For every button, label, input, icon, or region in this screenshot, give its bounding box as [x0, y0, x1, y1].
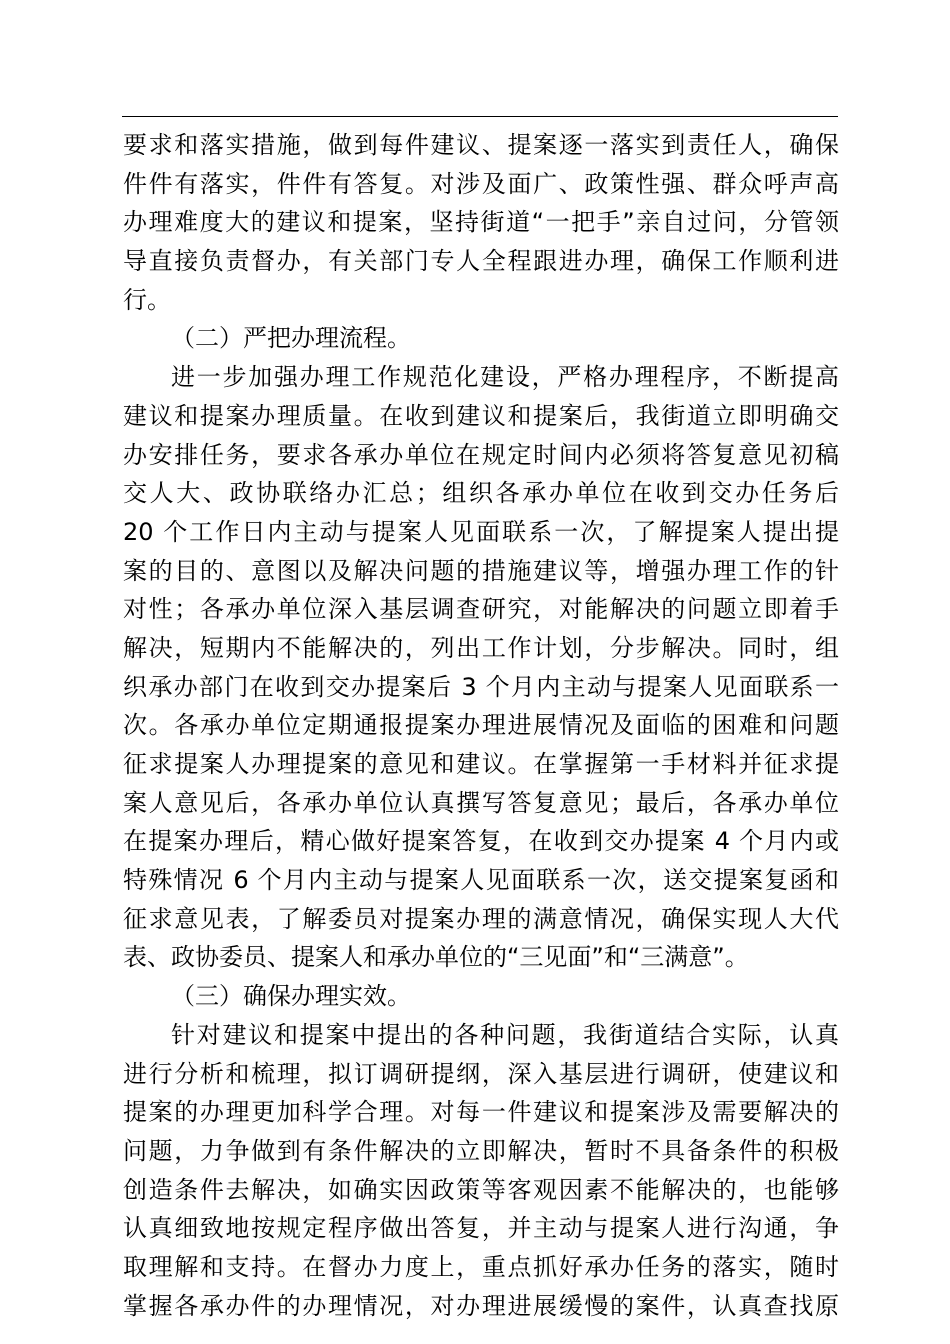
- text-line: 征求意见表，了解委员对提案办理的满意情况，确保实现人大代: [123, 904, 839, 933]
- text-line: 案人意见后，各承办单位认真撰写答复意见；最后，各承办单位: [123, 788, 839, 817]
- text-line: 创造条件去解决，如确实因政策等客观因素不能解决的，也能够: [123, 1175, 839, 1204]
- text-line: 办理难度大的建议和提案，坚持街道“一把手”亲自过问，分管领: [123, 208, 839, 237]
- text-line: 次。各承办单位定期通报提案办理进展情况及面临的困难和问题: [123, 711, 839, 740]
- text-line: 交人大、政协联络办汇总；组织各承办单位在收到交办任务后: [123, 479, 839, 508]
- header-rule: [122, 116, 838, 117]
- text-line: 针对建议和提案中提出的各种问题，我街道结合实际，认真: [171, 1020, 839, 1049]
- text-line: 要求和落实措施，做到每件建议、提案逐一落实到责任人，确保: [123, 131, 839, 159]
- text-line: 建议和提案办理质量。在收到建议和提案后，我街道立即明确交: [123, 401, 839, 430]
- text-line: 导直接负责督办，有关部门专人全程跟进办理，确保工作顺利进: [123, 247, 839, 276]
- text-line: 取理解和支持。在督办力度上，重点抓好承办任务的落实，随时: [123, 1252, 839, 1281]
- text-line: 办安排任务，要求各承办单位在规定时间内必须将答复意见初稿: [123, 440, 839, 469]
- text-line: 20 个工作日内主动与提案人见面联系一次，了解提案人提出提: [123, 517, 839, 546]
- text-line: 进一步加强办理工作规范化建设，严格办理程序，不断提高: [171, 363, 839, 392]
- text-line: 掌握各承办件的办理情况，对办理进展缓慢的案件，认真查找原: [123, 1291, 839, 1320]
- text-line: 案的目的、意图以及解决问题的措施建议等，增强办理工作的针: [123, 556, 839, 585]
- text-line: 解决，短期内不能解决的，列出工作计划，分步解决。同时，组: [123, 633, 839, 662]
- document-body: [123, 126, 839, 1325]
- text-line: （二）严把办理流程。: [171, 324, 411, 353]
- text-line: 特殊情况 6 个月内主动与提案人见面联系一次，送交提案复函和: [123, 866, 839, 895]
- text-line: 提案的办理更加科学合理。对每一件建议和提案涉及需要解决的: [123, 1098, 839, 1127]
- text-line: 问题，力争做到有条件解决的立即解决，暂时不具备条件的积极: [123, 1136, 839, 1165]
- text-line: 征求提案人办理提案的意见和建议。在掌握第一手材料并征求提: [123, 750, 839, 778]
- text-line: 织承办部门在收到交办提案后 3 个月内主动与提案人见面联系一: [123, 672, 839, 701]
- text-line: 表、政协委员、提案人和承办单位的“三见面”和“三满意”。: [123, 943, 749, 972]
- text-line: 件件有落实，件件有答复。对涉及面广、政策性强、群众呼声高: [123, 169, 839, 198]
- text-line: 认真细致地按规定程序做出答复，并主动与提案人进行沟通，争: [123, 1214, 839, 1243]
- text-line: 进行分析和梳理，拟订调研提纲，深入基层进行调研，使建议和: [123, 1059, 839, 1088]
- text-line: 行。: [123, 285, 171, 314]
- text-line: （三）确保办理实效。: [171, 982, 411, 1011]
- text-line: 对性；各承办单位深入基层调查研究，对能解决的问题立即着手: [123, 595, 839, 624]
- text-line: 在提案办理后，精心做好提案答复，在收到交办提案 4 个月内或: [123, 827, 839, 856]
